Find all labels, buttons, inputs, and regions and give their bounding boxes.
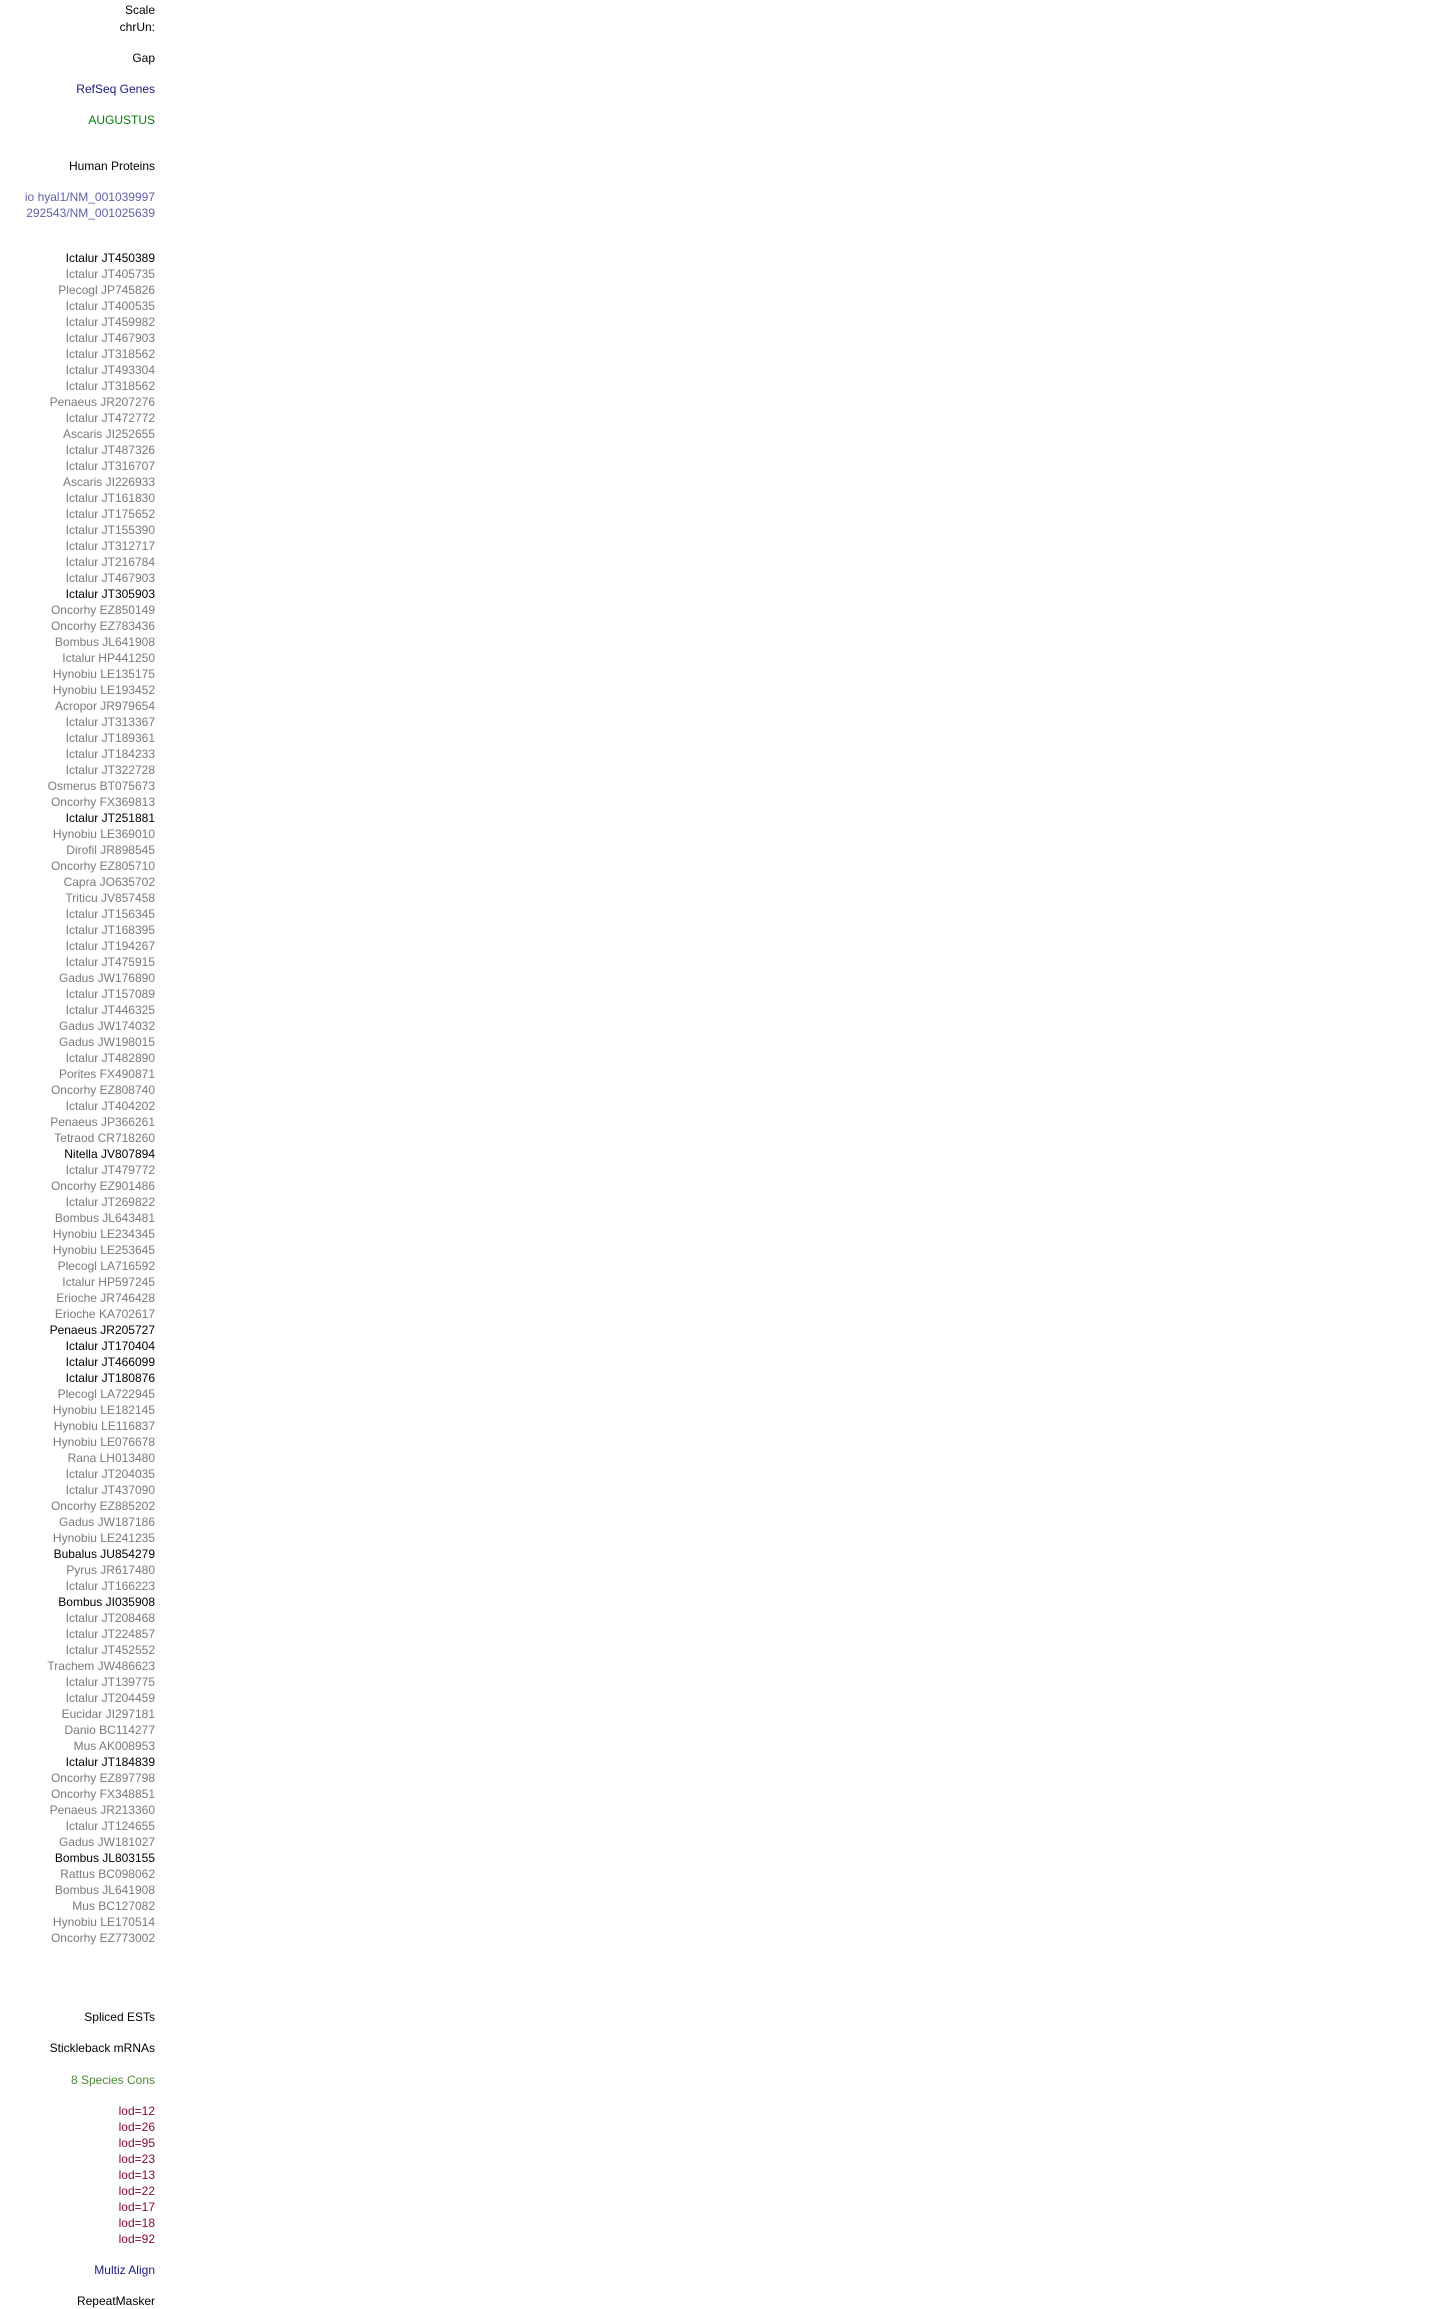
est-item-label[interactable]: Ascaris JI252655 <box>62 427 155 441</box>
est-item-label[interactable]: Penaeus JP366261 <box>50 1115 155 1129</box>
multiz-align-track-label[interactable]: Multiz Align <box>94 2263 155 2277</box>
est-item-label[interactable]: Ictalur JT124655 <box>65 1819 155 1833</box>
lod-element-label[interactable]: lod=12 <box>118 2104 155 2118</box>
est-item-label[interactable]: Ictalur JT322728 <box>65 763 155 777</box>
est-item-label[interactable]: Gadus JW198015 <box>58 1035 155 1049</box>
est-item-label[interactable]: Acropor JR979654 <box>54 699 155 713</box>
est-item-label[interactable]: Hynobiu LE135175 <box>52 667 155 681</box>
est-item-label[interactable]: Oncorhy EZ783436 <box>50 619 155 633</box>
est-item-label[interactable]: Ictalur JT405735 <box>65 267 155 281</box>
lod-element-label[interactable]: lod=17 <box>118 2200 155 2214</box>
est-item-label[interactable]: Ictalur JT400535 <box>65 299 155 313</box>
est-item-label[interactable]: Ictalur JT437090 <box>65 1483 155 1497</box>
est-item-label[interactable]: Hynobiu LE253645 <box>52 1243 155 1257</box>
est-item-label[interactable]: Ictalur JT312717 <box>65 539 155 553</box>
spliced-ests-track-label[interactable]: Spliced ESTs <box>84 2010 155 2024</box>
lod-element-label[interactable]: lod=22 <box>118 2184 155 2198</box>
lod-element-label[interactable]: lod=26 <box>118 2120 155 2134</box>
est-item-label[interactable]: Gadus JW181027 <box>58 1835 155 1849</box>
est-item-label[interactable]: Rana LH013480 <box>67 1451 155 1465</box>
est-item-label[interactable]: Ictalur JT404202 <box>65 1099 155 1113</box>
est-item-label[interactable]: Ictalur JT487326 <box>65 443 155 457</box>
lod-element-label[interactable]: lod=18 <box>118 2216 155 2230</box>
est-item-label[interactable]: Plecogl LA722945 <box>57 1387 155 1401</box>
lod-element-label[interactable]: lod=95 <box>118 2136 155 2150</box>
est-item-label[interactable]: Dirofil JR898545 <box>66 843 155 857</box>
est-item-label[interactable]: Ictalur JT459982 <box>65 315 155 329</box>
est-item-label[interactable]: Bombus JL641908 <box>54 1883 155 1897</box>
est-item-label[interactable]: Tetraod CR718260 <box>54 1131 155 1145</box>
track-image-area[interactable] <box>160 0 1443 2309</box>
augustus-track-label[interactable]: AUGUSTUS <box>88 113 155 127</box>
est-item-label[interactable]: Ictalur JT493304 <box>65 363 155 377</box>
est-item-label[interactable]: Capra JO635702 <box>63 875 155 889</box>
est-item-label[interactable]: Oncorhy EZ850149 <box>50 603 155 617</box>
est-item-label[interactable]: Mus BC127082 <box>72 1899 155 1913</box>
est-item-label[interactable]: Triticu JV857458 <box>65 891 155 905</box>
est-item-label[interactable]: Bombus JI035908 <box>58 1595 155 1609</box>
est-item-label[interactable]: Penaeus JR205727 <box>49 1323 155 1337</box>
est-item-label[interactable]: Ictalur JT208468 <box>65 1611 155 1625</box>
est-item-label[interactable]: Ictalur HP441250 <box>62 651 155 665</box>
est-item-label[interactable]: Ictalur HP597245 <box>62 1275 155 1289</box>
est-item-label[interactable]: Ictalur JT452552 <box>65 1643 155 1657</box>
est-item-label[interactable]: Ictalur JT155390 <box>65 523 155 537</box>
est-item-label[interactable]: Ictalur JT318562 <box>65 379 155 393</box>
est-item-label[interactable]: Gadus JW176890 <box>58 971 155 985</box>
est-item-label[interactable]: Penaeus JR207276 <box>49 395 155 409</box>
est-item-label[interactable]: Plecogl LA716592 <box>57 1259 155 1273</box>
repeatmasker-track-label[interactable]: RepeatMasker <box>76 2294 155 2308</box>
est-item-label[interactable]: Ictalur JT161830 <box>65 491 155 505</box>
est-item-label[interactable]: Mus AK008953 <box>73 1739 155 1753</box>
est-item-label[interactable]: Gadus JW187186 <box>58 1515 155 1529</box>
est-item-label[interactable]: Ictalur JT170404 <box>65 1339 155 1353</box>
protein-item-label[interactable]: 292543/NM_001025639 <box>26 206 155 220</box>
human-proteins-track-label[interactable]: Human Proteins <box>68 159 155 173</box>
est-item-label[interactable]: Nitella JV807894 <box>64 1147 155 1161</box>
est-item-label[interactable]: Trachem JW486623 <box>47 1659 155 1673</box>
est-item-label[interactable]: Ictalur JT446325 <box>65 1003 155 1017</box>
est-item-label[interactable]: Ictalur JT180876 <box>65 1371 155 1385</box>
est-item-label[interactable]: Ictalur JT318562 <box>65 347 155 361</box>
stickleback-mrnas-track-label[interactable]: Stickleback mRNAs <box>49 2041 155 2055</box>
est-item-label[interactable]: Ictalur JT216784 <box>65 555 155 569</box>
est-item-label[interactable]: Ictalur JT466099 <box>65 1355 155 1369</box>
est-item-label[interactable]: Bombus JL803155 <box>54 1851 155 1865</box>
est-item-label[interactable]: Ictalur JT139775 <box>65 1675 155 1689</box>
est-item-label[interactable]: Ictalur JT194267 <box>65 939 155 953</box>
est-item-label[interactable]: Ictalur JT184233 <box>65 747 155 761</box>
scale-label: Scale <box>124 3 155 17</box>
species-cons-track-label[interactable]: 8 Species Cons <box>70 2073 155 2087</box>
est-item-label[interactable]: Ictalur JT204035 <box>65 1467 155 1481</box>
est-item-label[interactable]: Oncorhy EZ897798 <box>50 1771 155 1785</box>
est-item-label[interactable]: Ictalur JT166223 <box>65 1579 155 1593</box>
est-item-label[interactable]: Hynobiu LE182145 <box>52 1403 155 1417</box>
est-item-label[interactable]: Ictalur JT204459 <box>65 1691 155 1705</box>
est-item-label[interactable]: Eucidar JI297181 <box>61 1707 155 1721</box>
est-item-label[interactable]: Hynobiu LE369010 <box>52 827 155 841</box>
est-item-label[interactable]: Bombus JL643481 <box>54 1211 155 1225</box>
est-item-label[interactable]: Hynobiu LE116837 <box>53 1419 155 1433</box>
est-item-label[interactable]: Hynobiu LE170514 <box>52 1915 155 1929</box>
est-item-label[interactable]: Danio BC114277 <box>64 1723 155 1737</box>
est-item-label[interactable]: Ictalur JT316707 <box>65 459 155 473</box>
est-item-label[interactable]: Oncorhy EZ901486 <box>50 1179 155 1193</box>
est-item-label[interactable]: Rattus BC098062 <box>60 1867 155 1881</box>
est-item-label[interactable]: Hynobiu LE241235 <box>52 1531 155 1545</box>
est-item-label[interactable]: Ictalur JT479772 <box>65 1163 155 1177</box>
est-item-label[interactable]: Ictalur JT251881 <box>65 811 155 825</box>
est-item-label[interactable]: Plecogl JP745826 <box>58 283 155 297</box>
est-item-label[interactable]: Ictalur JT482890 <box>65 1051 155 1065</box>
est-item-label[interactable]: Hynobiu LE076678 <box>52 1435 155 1449</box>
est-item-label[interactable]: Ictalur JT313367 <box>65 715 155 729</box>
est-item-label[interactable]: Gadus JW174032 <box>58 1019 155 1033</box>
est-item-label[interactable]: Oncorhy FX348851 <box>50 1787 155 1801</box>
est-item-label[interactable]: Ictalur JT467903 <box>65 331 155 345</box>
est-item-label[interactable]: Ictalur JT467903 <box>65 571 155 585</box>
lod-element-label[interactable]: lod=92 <box>118 2232 155 2246</box>
est-item-label[interactable]: Ictalur JT450389 <box>65 251 155 265</box>
est-item-label[interactable]: Ictalur JT305903 <box>65 587 155 601</box>
refseq-genes-track-label[interactable]: RefSeq Genes <box>76 82 155 96</box>
est-item-label[interactable]: Oncorhy EZ885202 <box>50 1499 155 1513</box>
est-item-label[interactable]: Bombus JL641908 <box>54 635 155 649</box>
est-item-label[interactable]: Bubalus JU854279 <box>53 1547 155 1561</box>
est-item-label[interactable]: Ictalur JT472772 <box>65 411 155 425</box>
est-item-label[interactable]: Ictalur JT189361 <box>65 731 155 745</box>
gap-track-label[interactable]: Gap <box>132 51 155 65</box>
est-item-label[interactable]: Ictalur JT175652 <box>65 507 155 521</box>
est-item-label[interactable]: Porites FX490871 <box>58 1067 155 1081</box>
lod-element-label[interactable]: lod=13 <box>118 2168 155 2182</box>
est-item-label[interactable]: Hynobiu LE193452 <box>52 683 155 697</box>
protein-item-label[interactable]: io hyal1/NM_001039997 <box>24 190 155 204</box>
est-item-label[interactable]: Ictalur JT156345 <box>65 907 155 921</box>
est-item-label[interactable]: Ictalur JT269822 <box>65 1195 155 1209</box>
est-item-label[interactable]: Oncorhy EZ773002 <box>50 1931 155 1945</box>
est-item-label[interactable]: Pyrus JR617480 <box>66 1563 155 1577</box>
est-item-label[interactable]: Oncorhy EZ808740 <box>50 1083 155 1097</box>
est-item-label[interactable]: Erioche JR746428 <box>56 1291 155 1305</box>
est-item-label[interactable]: Ictalur JT157089 <box>65 987 155 1001</box>
est-item-label[interactable]: Osmerus BT075673 <box>47 779 155 793</box>
est-item-label[interactable]: Ictalur JT475915 <box>65 955 155 969</box>
est-item-label[interactable]: Penaeus JR213360 <box>49 1803 155 1817</box>
est-item-label[interactable]: Ascaris JI226933 <box>62 475 155 489</box>
est-item-label[interactable]: Oncorhy EZ805710 <box>50 859 155 873</box>
est-item-label[interactable]: Oncorhy FX369813 <box>50 795 155 809</box>
est-item-label[interactable]: Hynobiu LE234345 <box>52 1227 155 1241</box>
est-item-label[interactable]: Ictalur JT184839 <box>65 1755 155 1769</box>
est-item-label[interactable]: Erioche KA702617 <box>54 1307 155 1321</box>
lod-element-label[interactable]: lod=23 <box>118 2152 155 2166</box>
chrom-label: chrUn: <box>119 20 155 34</box>
est-item-label[interactable]: Ictalur JT224857 <box>65 1627 155 1641</box>
est-item-label[interactable]: Ictalur JT168395 <box>65 923 155 937</box>
